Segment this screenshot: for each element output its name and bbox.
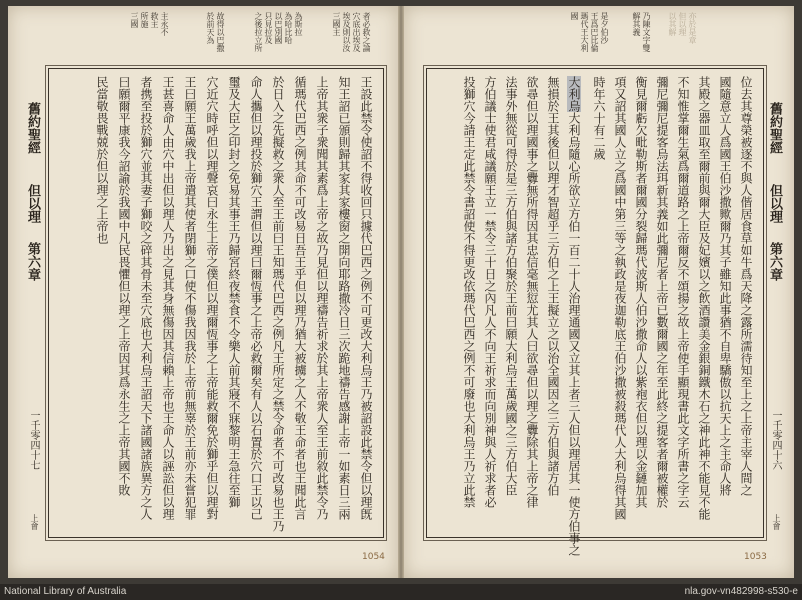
right-body-column: 衡見爾虧欠毗勒斯者爾國分裂歸瑪代波斯人伯沙撒命人以紫袍衣但以理以金鏈加其 — [634, 76, 648, 508]
right-body-column: 欲尋但以理國事之釁無所得因其忠信毫無愆尤其人曰欲尋但以理之釁除其上帝之律 — [525, 76, 539, 508]
left-note: 只見拉及 — [264, 12, 273, 44]
left-header-chapter: 第六章 — [25, 242, 40, 281]
left-note: 主永不 — [160, 12, 169, 36]
right-body-column: 位去其尊榮被逐不與人偕居食草如牛爲天降之露所濡待知至上之上帝主宰人間之 — [739, 76, 753, 496]
footer-identifier: nla.gov-vn482998-s530-e — [684, 586, 798, 597]
right-note: 是夕伯沙 — [600, 12, 609, 44]
right-bottom-mark: 上會 — [772, 514, 781, 530]
left-body-column: 民當敬畏戰兢於但以理之上帝也 — [95, 76, 109, 244]
right-ghost-note: 以其解 — [668, 12, 677, 36]
right-body-column: 不知惟掌爾生氣爲爾道路之上帝爾反不頌揚之故上帝使手顯現書此文字所書之字云 — [676, 76, 690, 508]
footer-bar — [0, 584, 802, 600]
right-note: 乃陳文字雙 — [642, 12, 651, 52]
left-note: 者必救之論 — [362, 12, 371, 52]
left-body-column: 曰願爾平康我今詔諭於我國中凡民畏懼但以理之上帝因其爲永生之上帝其國不敗 — [117, 76, 131, 496]
left-note: 埃及則以汝 — [342, 12, 351, 52]
right-ghost-note: 但以理 — [678, 12, 687, 36]
left-body-column: 循瑪代巴西之例其命不可改易日吾王乎但以理乃猶大被擄之人不敬王命者也王聞此言 — [293, 76, 307, 520]
left-note: 穴底出埃及 — [352, 12, 361, 52]
left-note: 之後拉立所 — [254, 12, 263, 52]
right-body-column: 法事外無從可得於是三方伯與諸方伯聚於王前曰願大利烏王萬歲國之三方伯大臣 — [504, 76, 518, 496]
left-note: 所施 — [140, 12, 149, 28]
right-body-column: 時年六十有二歲 — [592, 76, 606, 160]
left-body-column: 璽及大臣之印封之免易其事王乃歸宮終夜禁食不令樂人前其寢不寐黎明王急往至獅 — [227, 76, 241, 508]
right-header-book: 但以理 — [767, 184, 782, 223]
left-body-column: 王甚喜命人由穴中出但以理人乃出之見其身無傷因其信賴上帝也王命人以誣訟但以理 — [161, 76, 175, 520]
right-note: 國 — [570, 12, 579, 20]
left-note: 救主 — [150, 12, 159, 28]
right-page-number: 一千零四十六 — [770, 410, 781, 470]
left-page-number: 一千零四十七 — [28, 410, 39, 470]
right-note: 瑪代王大利 — [580, 12, 589, 52]
right-body-column: 其殿之器皿取至爾前與爾大臣及妃嬪以之飲酒讚美金銀銅鐵木石之神此神不能見不能 — [697, 76, 711, 520]
left-body-column: 命人攜但以理投於獅穴王謂但以理曰爾恆事之上帝必救爾矣有人以石置於穴口王以己 — [249, 76, 263, 520]
right-body-column: 項又詔其國人立之爲國中第三等之執政是夜迦勒底王伯沙撒被殺瑪代人大利烏得其國 — [613, 76, 627, 520]
right-header-title: 舊約聖經 — [767, 102, 782, 154]
right-ghost-note: 亦於是章 — [688, 12, 697, 44]
left-header-book: 但以理 — [25, 184, 40, 223]
left-body-column: 王曰願王萬歲我上帝遣其使者閉獅之口使不傷我因我於上帝前無辜於王前亦未嘗犯罪 — [183, 76, 197, 520]
left-bottom-mark: 上會 — [30, 514, 39, 530]
right-body-column: 方伯議士使君咸議願王立一禁令三十日之內凡人不向王祈求而向別神與人祈求者必 — [483, 76, 497, 508]
left-header-title: 舊約聖經 — [25, 102, 40, 154]
left-body-column: 知王詔已頒則歸其家其家樓窗之開向耶路撒冷日三次跪地禱告感謝上帝一如素日三兩 — [337, 76, 351, 520]
left-body-column: 上帝其衆子衆聞其素爲上帝之故乃見但以理禱告祈求於其上帝衆人至王前敘此禁令乃 — [315, 76, 329, 520]
chapter-opening-text: 大利烏隨心所欲立方伯一百二十人治理通國又立其上者三人但以理居其一使方伯事之 — [567, 112, 581, 556]
right-body-column: 彌尼彌尼提客烏法珥新其義如此彌尼者上帝已數爾國之年至此終之提客者爾被權於 — [655, 76, 669, 508]
left-note: 三國 — [130, 12, 139, 28]
right-note: 王爲巴比倫 — [590, 12, 599, 52]
left-body-column: 穴近穴時呼但以理聲哀曰永生上帝之僕但以理爾恆事之上帝能救爾免於獅乎但以理對 — [205, 76, 219, 520]
right-body-column: 國隨意立人爲國王伯沙撒歟爾乃其子雖知此事猶不自卑驕傲以抗天上之主命人將 — [718, 76, 732, 496]
left-body-column: 王設此禁令使詔不得收回只據代巴西之例不可更改大利烏王乃被詔設此禁令但以理旣 — [359, 76, 373, 520]
right-header-chapter: 第六章 — [767, 242, 782, 281]
right-body-column: 投獅穴今請王定此禁令書詔使不得更改依瑪代巴西之例不可廢也大利烏王乃立此禁 — [462, 76, 476, 508]
left-note: 以巴別國 — [274, 12, 283, 44]
left-body-column: 者携至投於獅穴並其妻子獅咬之碎其骨未至穴底也大利烏王詔天下諸國諸族異方之人 — [139, 76, 153, 520]
left-archive-stamp: 1054 — [362, 552, 385, 562]
chapter-six-opening-column — [567, 76, 581, 556]
left-note: 三國主 — [332, 12, 341, 36]
right-page — [404, 6, 794, 578]
right-archive-stamp: 1053 — [744, 552, 767, 562]
left-note: 為斯拉 — [294, 12, 303, 36]
left-note: 為哈比哈 — [284, 12, 293, 44]
left-page — [8, 6, 398, 578]
left-note: 於前天為 — [206, 12, 215, 44]
left-body-column: 於日入之先擬救之衆人至王前曰王知瑪代巴西之例凡王所定之禁令命者不可改易也王乃 — [271, 76, 285, 532]
right-note: 解其義 — [632, 12, 641, 36]
footer-credit: National Library of Australia — [4, 586, 127, 597]
left-note: 故得以巴撒 — [216, 12, 225, 52]
right-body-column: 無損於王其後但以理才智超乎三方伯之上王擬立之以治全國因之三方伯與諸方伯 — [546, 76, 560, 496]
chapter-start-highlight: 大利烏 — [567, 76, 581, 112]
